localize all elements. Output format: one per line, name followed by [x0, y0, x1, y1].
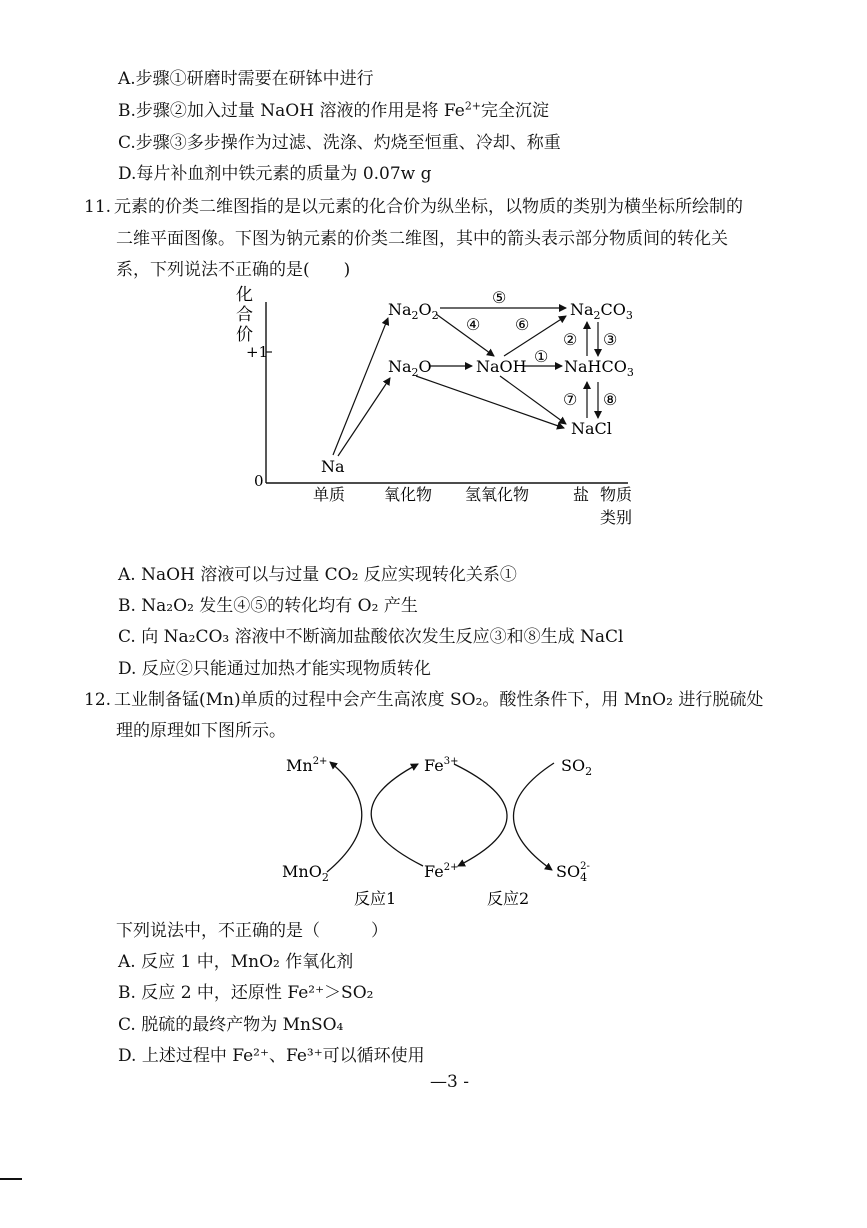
- q10-option-b-charge: 2+: [464, 99, 482, 113]
- q12-prompt: 下列说法中，不正确的是（ ）: [116, 921, 388, 941]
- species-naoh: NaOH: [476, 357, 527, 376]
- x-tick-salt: 盐: [573, 485, 590, 504]
- x-tick-hydroxide: 氢氧化物: [465, 485, 530, 504]
- species-na2co3: $Na_2CO_3$: [570, 300, 633, 322]
- bottom-rule: [0, 1178, 22, 1180]
- arrow-na2o-to-nacl: [416, 376, 564, 428]
- species-fe2: $Fe^{2+}$: [424, 862, 459, 881]
- label-circle-4: ④: [466, 315, 481, 334]
- species-fe3: $Fe^{3+}$: [424, 756, 459, 775]
- label-circle-8: ⑧: [603, 390, 618, 409]
- arc-mno2-to-mn2: [327, 762, 362, 872]
- q10-option-b-tail: 完全沉淀: [481, 101, 550, 121]
- arc-fe2-to-fe3: [371, 764, 423, 866]
- species-nacl: NaCl: [571, 419, 612, 438]
- q11-option-c: C. 向 Na₂CO₃ 溶液中不断滴加盐酸依次发生反应③和⑧生成 NaCl: [118, 627, 624, 647]
- q11-option-b: B. Na₂O₂ 发生④⑤的转化均有 O₂ 产生: [118, 596, 418, 616]
- label-circle-6: ⑥: [515, 315, 530, 334]
- label-circle-2: ②: [563, 330, 578, 349]
- q11-stem-line1: 元素的价类二维图指的是以元素的化合价为纵坐标，以物质的类别为横坐标所绘制的: [114, 197, 743, 217]
- y-axis-label-2: 合: [236, 305, 253, 325]
- species-mno2: MnO$_2$: [282, 862, 329, 884]
- origin-label: 0: [254, 472, 264, 490]
- label-reaction2: 反应2: [487, 889, 530, 908]
- label-reaction1: 反应1: [354, 889, 397, 908]
- q12-option-a: A. 反应 1 中，MnO₂ 作氧化剂: [118, 952, 354, 972]
- q10-option-a: A.步骤①研磨时需要在研钵中进行: [118, 69, 374, 89]
- label-circle-3: ③: [603, 330, 618, 349]
- arrow-na-to-na2o: [338, 378, 390, 456]
- x-tick-element: 单质: [313, 485, 346, 504]
- species-so4: $SO_42-$: [556, 861, 590, 884]
- y-axis-label-3: 价: [236, 325, 253, 345]
- q11-stem-line3: 系，下列说法不正确的是( ): [116, 260, 351, 280]
- label-circle-7: ⑦: [563, 390, 578, 409]
- x-axis-label-1: 物质: [600, 485, 633, 504]
- species-mn2: $Mn^{2+}$: [286, 756, 328, 775]
- q10-option-b-text: B.步骤②加入过量 NaOH 溶液的作用是将 Fe: [118, 101, 465, 121]
- arc-fe3-to-fe2: [454, 764, 507, 866]
- y-tick-plus1: +1: [246, 343, 269, 361]
- q12-stem-line2: 理的原理如下图所示。: [116, 721, 286, 741]
- q11-number: 11.: [84, 197, 112, 217]
- q12-stem-line1: 工业制备锰(Mn)单质的过程中会产生高浓度 SO₂。酸性条件下，用 MnO₂ 进行脱硫处: [114, 690, 764, 710]
- arc-so2-to-so4: [513, 763, 554, 870]
- x-axis-label-2: 类别: [600, 508, 633, 527]
- q12-option-c: C. 脱硫的最终产物为 MnSO₄: [118, 1015, 344, 1035]
- q11-option-d: D. 反应②只能通过加热才能实现物质转化: [118, 659, 431, 679]
- species-so2: $SO_2$: [561, 756, 593, 778]
- species-nahco3: NaHCO$_3$: [564, 357, 634, 379]
- q10-option-d: D.每片补血剂中铁元素的质量为 0.07w g: [118, 164, 432, 184]
- q11-stem-line2: 二维平面图像。下图为钠元素的价类二维图，其中的箭头表示部分物质间的转化关: [116, 229, 728, 249]
- q11-option-a: A. NaOH 溶液可以与过量 CO₂ 反应实现转化关系①: [118, 565, 517, 585]
- q12-number: 12.: [84, 690, 112, 710]
- y-axis-label-1: 化: [236, 285, 253, 305]
- x-tick-oxide: 氧化物: [384, 485, 433, 504]
- arrow-4-na2o2-to-naoh: [436, 314, 494, 356]
- page-number: —3 -: [430, 1072, 469, 1092]
- label-circle-5: ⑤: [492, 288, 507, 307]
- species-na2o2: $Na_2O_2$: [388, 300, 439, 322]
- label-circle-1: ①: [534, 347, 549, 366]
- q12-option-d: D. 上述过程中 Fe²⁺、Fe³⁺可以循环使用: [118, 1046, 425, 1066]
- q10-option-c: C.步骤③多步操作为过滤、洗涤、灼烧至恒重、冷却、称重: [118, 133, 561, 153]
- species-na: Na: [321, 457, 345, 476]
- species-na2o: $Na_2O$: [388, 357, 432, 379]
- q12-option-b: B. 反应 2 中，还原性 Fe²⁺＞SO₂: [118, 983, 374, 1003]
- arrow-na-to-na2o2: [333, 318, 388, 455]
